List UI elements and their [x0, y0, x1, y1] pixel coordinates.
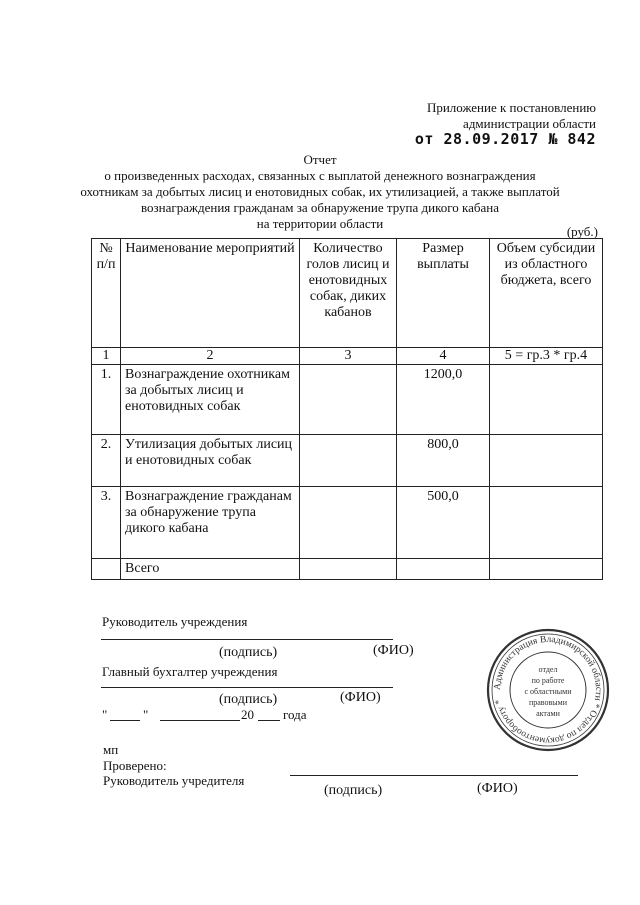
header-subsidy: Объем субсидии из областного бюджета, всего: [490, 239, 603, 348]
table-header-row: [92, 239, 603, 348]
table-row: [92, 365, 603, 435]
report-table: [91, 238, 603, 580]
date-century: 20: [241, 707, 254, 722]
head-name-caption: (ФИО): [373, 643, 414, 658]
report-title: [60, 152, 580, 232]
seal-center-line-1: отдел: [538, 665, 558, 674]
official-seal: [486, 628, 610, 752]
row-subsidy: [490, 365, 603, 435]
accountant-signature-line: [101, 687, 393, 688]
head-signature-caption: (подпись): [219, 645, 278, 660]
title-line-3: охотникам за добытых лисиц и енотовидных собак, их утилизацией, а также выплатой: [80, 184, 560, 199]
seal-center-line-4: правовыми: [528, 698, 568, 707]
accountant-signature-caption: (подпись): [219, 692, 278, 707]
total-row: [92, 559, 603, 580]
table-row: [92, 435, 603, 487]
accountant-name-caption: (ФИО): [340, 690, 381, 705]
head-label: Руководитель учреждения: [102, 614, 248, 629]
head-signature-line: [101, 639, 393, 640]
row-number: 2.: [92, 435, 121, 487]
seal-center-line-5: актами: [536, 709, 560, 718]
appendix-line-1: Приложение к постановлению: [426, 100, 596, 115]
seal-center-line-3: с областными: [524, 687, 572, 696]
column-numbers-row: [92, 348, 603, 365]
title-line-2: о произведенных расходах, связанных с выплатой денежного вознаграждения: [104, 168, 536, 183]
seal-center-line-2: по работе: [531, 676, 565, 685]
row-payment: 1200,0: [397, 365, 490, 435]
row-subsidy: [490, 435, 603, 487]
accountant-label: Главный бухгалтер учреждения: [102, 664, 278, 679]
header-payment: Размер выплаты: [397, 239, 490, 348]
appendix-line-2: администрации области: [463, 116, 596, 131]
total-label: Всего: [121, 559, 300, 580]
header-activity: Наименование мероприятий: [121, 239, 300, 348]
total-subsidy: [490, 559, 603, 580]
date-month-line: [160, 720, 240, 721]
row-quantity: [300, 365, 397, 435]
total-payment: [397, 559, 490, 580]
col-number-1: 1: [92, 348, 121, 365]
date-open-quote: ": [102, 707, 108, 722]
row-number: 3.: [92, 487, 121, 559]
appendix-note: [427, 100, 596, 132]
checked-label: Проверено:: [103, 758, 167, 773]
title-line-1: Отчет: [303, 152, 337, 167]
header-quantity: Количество голов лисиц и енотовидных собак, диких кабанов: [300, 239, 397, 348]
date-year-line: [258, 720, 280, 721]
row-quantity: [300, 435, 397, 487]
row-payment: 800,0: [397, 435, 490, 487]
date-close-quote: ": [143, 707, 149, 722]
total-quantity: [300, 559, 397, 580]
table-row: [92, 487, 603, 559]
col-number-3: 3: [300, 348, 397, 365]
date-day-line: [110, 720, 140, 721]
row-number: 1.: [92, 365, 121, 435]
founder-name-caption: (ФИО): [477, 781, 518, 796]
title-line-5: на территории области: [256, 216, 384, 231]
founder-signature-caption: (подпись): [324, 783, 383, 798]
currency-unit: (руб.): [566, 224, 598, 239]
col-number-2: 2: [121, 348, 300, 365]
seal-ring-text: Администрация Владимирской области * Отдел по документообороту *: [492, 634, 604, 746]
mp-label: мп: [103, 742, 119, 757]
row-quantity: [300, 487, 397, 559]
col-number-5: 5 = гр.3 * гр.4: [490, 348, 603, 365]
seal-graphic: [486, 628, 610, 752]
row-activity: Вознаграждение охотникам за добытых лисиц и енотовидных собак: [121, 365, 300, 435]
row-activity: Вознаграждение гражданам за обнаружение трупа дикого кабана: [121, 487, 300, 559]
col-number-4: 4: [397, 348, 490, 365]
title-line-4: вознаграждения гражданам за обнаружение трупа дикого кабана: [141, 200, 499, 215]
decree-date-number: от 28.09.2017 № 842: [414, 130, 596, 148]
row-payment: 500,0: [397, 487, 490, 559]
header-number: № п/п: [92, 239, 121, 348]
founder-signature-line: [290, 775, 578, 776]
date-year-word: года: [283, 707, 307, 722]
total-number-cell: [92, 559, 121, 580]
row-subsidy: [490, 487, 603, 559]
founder-label: Руководитель учредителя: [103, 773, 245, 788]
row-activity: Утилизация добытых лисиц и енотовидных собак: [121, 435, 300, 487]
